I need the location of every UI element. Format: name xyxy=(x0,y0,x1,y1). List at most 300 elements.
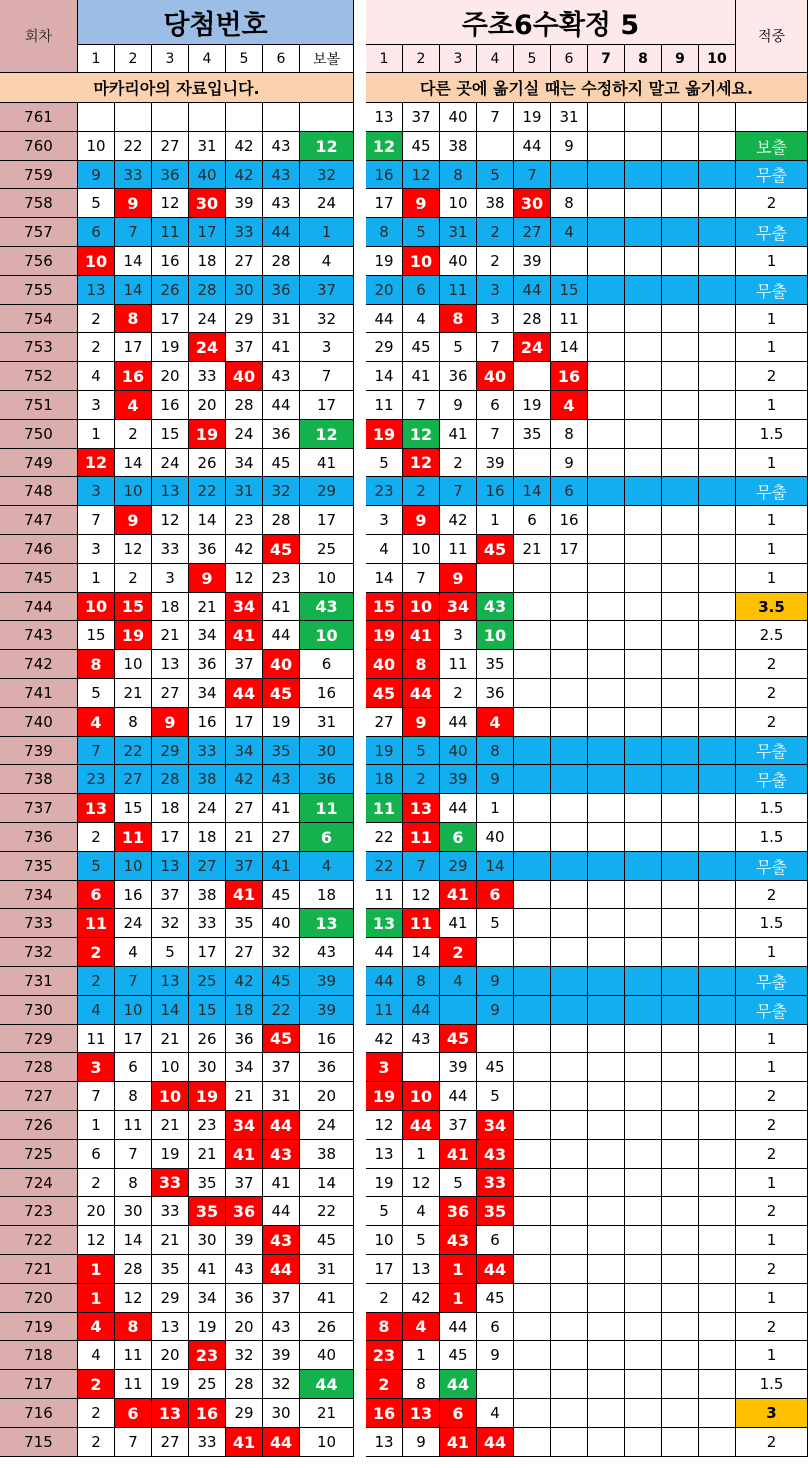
winning-number: 45 xyxy=(263,679,300,708)
predicted-number xyxy=(514,1053,551,1082)
winning-number: 41 xyxy=(226,881,263,909)
winning-number: 16 xyxy=(115,881,152,909)
winning-number: 45 xyxy=(263,881,300,909)
hit-result: 무출 xyxy=(736,737,808,765)
predicted-number: 3 xyxy=(366,506,403,535)
predicted-number xyxy=(699,391,736,420)
winning-number: 37 xyxy=(226,1169,263,1197)
prediction-col-header: 7 xyxy=(588,45,625,73)
winning-number: 2 xyxy=(78,938,115,967)
predicted-number xyxy=(699,449,736,477)
predicted-number: 3 xyxy=(366,1053,403,1082)
predicted-number: 17 xyxy=(551,535,588,564)
predicted-number xyxy=(662,1197,699,1226)
predicted-number xyxy=(625,247,662,276)
hit-result: 1.5 xyxy=(736,909,808,938)
hit-result: 2 xyxy=(736,650,808,679)
predicted-number xyxy=(625,420,662,449)
hit-result: 보출 xyxy=(736,132,808,161)
predicted-number: 6 xyxy=(477,1313,514,1341)
winning-number: 9 xyxy=(189,564,226,593)
predicted-number xyxy=(625,737,662,765)
predicted-number xyxy=(588,449,625,477)
winning-number: 44 xyxy=(263,218,300,247)
predicted-number: 1 xyxy=(440,1284,477,1313)
winning-number: 19 xyxy=(115,621,152,650)
winning-number: 4 xyxy=(115,938,152,967)
predicted-number: 8 xyxy=(403,967,440,996)
predicted-number xyxy=(662,1428,699,1457)
hit-result: 1 xyxy=(736,938,808,967)
winning-number: 3 xyxy=(78,477,115,506)
predicted-number: 12 xyxy=(403,881,440,909)
predicted-number xyxy=(625,506,662,535)
predicted-number: 13 xyxy=(366,1428,403,1457)
predicted-number: 35 xyxy=(477,1197,514,1226)
winning-number: 27 xyxy=(263,823,300,852)
predicted-number xyxy=(662,276,699,305)
predicted-number xyxy=(699,477,736,506)
predicted-number xyxy=(662,1341,699,1370)
predicted-number xyxy=(699,420,736,449)
predicted-number: 9 xyxy=(477,967,514,996)
winning-number: 14 xyxy=(115,449,152,477)
round-number: 729 xyxy=(0,1025,78,1053)
prediction-col-header: 9 xyxy=(662,45,699,73)
winning-number: 29 xyxy=(226,1399,263,1428)
winning-number: 43 xyxy=(263,1313,300,1341)
winning-number: 26 xyxy=(189,1025,226,1053)
predicted-number: 10 xyxy=(440,189,477,218)
predicted-number xyxy=(588,333,625,362)
predicted-number xyxy=(625,881,662,909)
predicted-number: 10 xyxy=(403,1082,440,1111)
winning-number: 1 xyxy=(78,1111,115,1140)
predicted-number: 14 xyxy=(477,852,514,881)
winning-number: 3 xyxy=(78,1053,115,1082)
predicted-number: 1 xyxy=(477,794,514,823)
predicted-number xyxy=(662,362,699,391)
winning-number: 15 xyxy=(152,420,189,449)
predicted-number xyxy=(477,564,514,593)
predicted-number xyxy=(625,621,662,650)
winning-number: 21 xyxy=(152,1226,189,1255)
winning-number: 35 xyxy=(263,737,300,765)
winning-number xyxy=(189,103,226,132)
predicted-number: 2 xyxy=(366,1370,403,1399)
predicted-number: 15 xyxy=(551,276,588,305)
predicted-number: 24 xyxy=(514,333,551,362)
winning-number: 36 xyxy=(152,161,189,189)
predicted-number: 31 xyxy=(440,218,477,247)
predicted-number xyxy=(625,1399,662,1428)
predicted-number xyxy=(699,1140,736,1169)
predicted-number xyxy=(699,1284,736,1313)
predicted-number xyxy=(625,1370,662,1399)
winning-number: 40 xyxy=(263,650,300,679)
winning-number: 16 xyxy=(189,1399,226,1428)
bonus-number: 18 xyxy=(300,881,354,909)
winning-number: 19 xyxy=(152,333,189,362)
bonus-number: 6 xyxy=(300,823,354,852)
winning-number: 24 xyxy=(189,305,226,333)
note-right: 다른 곳에 옮기실 때는 수정하지 말고 옮기세요. xyxy=(366,73,808,103)
predicted-number: 41 xyxy=(440,881,477,909)
predicted-number: 7 xyxy=(440,477,477,506)
round-number: 736 xyxy=(0,823,78,852)
predicted-number: 11 xyxy=(366,881,403,909)
predicted-number: 1 xyxy=(403,1341,440,1370)
predicted-number: 36 xyxy=(440,362,477,391)
winning-number: 22 xyxy=(263,996,300,1025)
winning-number: 2 xyxy=(78,1370,115,1399)
predicted-number xyxy=(699,765,736,794)
predicted-number xyxy=(699,679,736,708)
winning-number: 16 xyxy=(152,391,189,420)
round-number: 720 xyxy=(0,1284,78,1313)
predicted-number: 23 xyxy=(366,477,403,506)
winning-col-header: 보볼 xyxy=(300,45,354,73)
predicted-number xyxy=(625,1284,662,1313)
winning-number: 6 xyxy=(78,218,115,247)
prediction-title: 주초6수확정 5 xyxy=(366,0,736,45)
predicted-number xyxy=(625,1169,662,1197)
predicted-number xyxy=(662,449,699,477)
winning-number: 36 xyxy=(226,1197,263,1226)
winning-number: 28 xyxy=(115,1255,152,1284)
winning-number: 11 xyxy=(152,218,189,247)
winning-number: 36 xyxy=(226,1284,263,1313)
predicted-number: 3 xyxy=(440,621,477,650)
winning-number: 33 xyxy=(189,909,226,938)
winning-number: 44 xyxy=(263,1197,300,1226)
bonus-number: 4 xyxy=(300,852,354,881)
winning-number: 5 xyxy=(78,852,115,881)
winning-number: 45 xyxy=(263,535,300,564)
predicted-number xyxy=(588,1428,625,1457)
winning-number: 7 xyxy=(78,506,115,535)
bonus-number: 11 xyxy=(300,794,354,823)
hit-result: 2 xyxy=(736,1082,808,1111)
bonus-number: 17 xyxy=(300,506,354,535)
winning-number: 15 xyxy=(189,996,226,1025)
predicted-number xyxy=(662,737,699,765)
winning-number: 23 xyxy=(189,1341,226,1370)
predicted-number: 19 xyxy=(366,247,403,276)
hit-result: 1 xyxy=(736,449,808,477)
winning-number: 33 xyxy=(115,161,152,189)
predicted-number: 5 xyxy=(403,737,440,765)
predicted-number: 44 xyxy=(403,1111,440,1140)
predicted-number: 13 xyxy=(366,909,403,938)
winning-number: 11 xyxy=(115,1370,152,1399)
winning-number: 17 xyxy=(189,218,226,247)
predicted-number: 40 xyxy=(440,247,477,276)
predicted-number: 10 xyxy=(366,1226,403,1255)
predicted-number xyxy=(699,1197,736,1226)
predicted-number xyxy=(625,276,662,305)
predicted-number xyxy=(625,708,662,737)
hit-result: 무출 xyxy=(736,765,808,794)
predicted-number: 14 xyxy=(551,333,588,362)
winning-number: 15 xyxy=(115,593,152,621)
winning-number: 16 xyxy=(152,247,189,276)
predicted-number xyxy=(588,1140,625,1169)
hit-result: 무출 xyxy=(736,477,808,506)
winning-number: 27 xyxy=(152,679,189,708)
winning-number: 28 xyxy=(263,247,300,276)
winning-number: 45 xyxy=(263,1025,300,1053)
predicted-number xyxy=(625,1428,662,1457)
predicted-number: 38 xyxy=(477,189,514,218)
winning-number: 10 xyxy=(78,132,115,161)
winning-number: 13 xyxy=(152,852,189,881)
predicted-number: 6 xyxy=(440,823,477,852)
prediction-col-header: 2 xyxy=(403,45,440,73)
predicted-number: 2 xyxy=(440,938,477,967)
predicted-number: 16 xyxy=(477,477,514,506)
predicted-number xyxy=(514,1226,551,1255)
predicted-number xyxy=(662,1284,699,1313)
predicted-number: 15 xyxy=(366,593,403,621)
prediction-col-header: 4 xyxy=(477,45,514,73)
winning-number: 2 xyxy=(78,333,115,362)
predicted-number: 41 xyxy=(440,420,477,449)
predicted-number xyxy=(551,967,588,996)
predicted-number xyxy=(625,967,662,996)
predicted-number: 41 xyxy=(403,362,440,391)
bonus-number: 31 xyxy=(300,708,354,737)
winning-number: 11 xyxy=(115,823,152,852)
predicted-number: 9 xyxy=(551,449,588,477)
round-number: 745 xyxy=(0,564,78,593)
predicted-number: 16 xyxy=(366,1399,403,1428)
winning-number: 26 xyxy=(152,276,189,305)
winning-number: 5 xyxy=(78,189,115,218)
hit-result: 1 xyxy=(736,1169,808,1197)
predicted-number: 5 xyxy=(477,1082,514,1111)
predicted-number xyxy=(588,506,625,535)
predicted-number: 11 xyxy=(403,909,440,938)
winning-number: 43 xyxy=(263,765,300,794)
winning-col-header: 5 xyxy=(226,45,263,73)
predicted-number xyxy=(662,1111,699,1140)
predicted-number xyxy=(514,362,551,391)
predicted-number xyxy=(440,996,477,1025)
predicted-number xyxy=(662,1313,699,1341)
round-number: 730 xyxy=(0,996,78,1025)
predicted-number xyxy=(514,449,551,477)
predicted-number xyxy=(551,737,588,765)
predicted-number xyxy=(699,996,736,1025)
winning-col-header: 4 xyxy=(189,45,226,73)
predicted-number xyxy=(625,218,662,247)
winning-number: 28 xyxy=(226,391,263,420)
winning-number: 10 xyxy=(115,852,152,881)
predicted-number: 16 xyxy=(551,362,588,391)
winning-number: 37 xyxy=(226,650,263,679)
round-number: 716 xyxy=(0,1399,78,1428)
predicted-number xyxy=(662,564,699,593)
winning-number: 19 xyxy=(152,1370,189,1399)
predicted-number xyxy=(588,1284,625,1313)
predicted-number: 40 xyxy=(477,362,514,391)
winning-number: 10 xyxy=(115,996,152,1025)
predicted-number xyxy=(625,1197,662,1226)
predicted-number xyxy=(625,996,662,1025)
predicted-number xyxy=(514,852,551,881)
winning-number: 12 xyxy=(115,1284,152,1313)
predicted-number: 7 xyxy=(403,564,440,593)
winning-number: 13 xyxy=(152,1313,189,1341)
predicted-number xyxy=(551,247,588,276)
winning-number: 7 xyxy=(115,1140,152,1169)
round-number: 723 xyxy=(0,1197,78,1226)
winning-number: 19 xyxy=(189,1313,226,1341)
predicted-number xyxy=(625,765,662,794)
predicted-number xyxy=(625,535,662,564)
hit-result: 2 xyxy=(736,362,808,391)
round-number: 726 xyxy=(0,1111,78,1140)
predicted-number xyxy=(699,333,736,362)
predicted-number: 9 xyxy=(403,189,440,218)
winning-number: 27 xyxy=(189,852,226,881)
predicted-number xyxy=(477,938,514,967)
predicted-number xyxy=(477,132,514,161)
predicted-number xyxy=(551,823,588,852)
predicted-number xyxy=(662,247,699,276)
hit-result: 2 xyxy=(736,1255,808,1284)
predicted-number xyxy=(625,1111,662,1140)
winning-number: 30 xyxy=(189,1226,226,1255)
predicted-number xyxy=(514,708,551,737)
round-number: 734 xyxy=(0,881,78,909)
predicted-number xyxy=(625,305,662,333)
winning-number: 3 xyxy=(78,535,115,564)
winning-number: 36 xyxy=(226,1025,263,1053)
predicted-number xyxy=(625,938,662,967)
winning-number: 29 xyxy=(152,1284,189,1313)
predicted-number xyxy=(551,1255,588,1284)
predicted-number: 4 xyxy=(366,535,403,564)
winning-number: 9 xyxy=(78,161,115,189)
predicted-number xyxy=(699,708,736,737)
predicted-number xyxy=(588,305,625,333)
predicted-number xyxy=(662,1140,699,1169)
winning-number: 8 xyxy=(115,1169,152,1197)
predicted-number: 11 xyxy=(366,391,403,420)
predicted-number: 41 xyxy=(440,1428,477,1457)
predicted-number: 19 xyxy=(366,621,403,650)
predicted-number xyxy=(551,996,588,1025)
predicted-number xyxy=(625,909,662,938)
hit-result: 1.5 xyxy=(736,420,808,449)
prediction-col-header: 10 xyxy=(699,45,736,73)
predicted-number xyxy=(588,1082,625,1111)
winning-number: 34 xyxy=(189,679,226,708)
winning-number: 4 xyxy=(78,996,115,1025)
winning-number: 2 xyxy=(78,1169,115,1197)
predicted-number: 27 xyxy=(514,218,551,247)
predicted-number xyxy=(588,938,625,967)
bonus-number: 45 xyxy=(300,1226,354,1255)
winning-number: 1 xyxy=(78,420,115,449)
predicted-number: 45 xyxy=(477,1284,514,1313)
predicted-number xyxy=(588,564,625,593)
winning-number: 33 xyxy=(152,1197,189,1226)
predicted-number: 9 xyxy=(551,132,588,161)
winning-number: 7 xyxy=(115,967,152,996)
predicted-number: 7 xyxy=(477,420,514,449)
predicted-number xyxy=(662,305,699,333)
predicted-number xyxy=(662,477,699,506)
predicted-number: 10 xyxy=(477,621,514,650)
predicted-number xyxy=(699,506,736,535)
predicted-number: 9 xyxy=(403,1428,440,1457)
winning-number: 3 xyxy=(78,391,115,420)
winning-number: 13 xyxy=(152,1399,189,1428)
predicted-number xyxy=(551,1197,588,1226)
predicted-number xyxy=(588,535,625,564)
predicted-number: 22 xyxy=(366,852,403,881)
bonus-number: 26 xyxy=(300,1313,354,1341)
winning-number: 10 xyxy=(78,247,115,276)
winning-number: 19 xyxy=(189,1082,226,1111)
winning-number: 34 xyxy=(226,737,263,765)
predicted-number xyxy=(588,708,625,737)
bonus-number: 1 xyxy=(300,218,354,247)
predicted-number xyxy=(699,881,736,909)
bonus-number: 3 xyxy=(300,333,354,362)
predicted-number xyxy=(699,276,736,305)
winning-number: 31 xyxy=(189,132,226,161)
predicted-number: 9 xyxy=(440,564,477,593)
predicted-number xyxy=(699,1169,736,1197)
winning-number: 8 xyxy=(115,1082,152,1111)
winning-number: 27 xyxy=(115,765,152,794)
predicted-number: 13 xyxy=(403,1255,440,1284)
predicted-number xyxy=(551,852,588,881)
predicted-number: 45 xyxy=(366,679,403,708)
bonus-number: 44 xyxy=(300,1370,354,1399)
winning-number: 4 xyxy=(78,362,115,391)
winning-number: 23 xyxy=(226,506,263,535)
winning-number: 4 xyxy=(78,1341,115,1370)
bonus-number xyxy=(300,103,354,132)
hit-result: 2 xyxy=(736,1111,808,1140)
winning-number: 32 xyxy=(263,477,300,506)
winning-number: 35 xyxy=(152,1255,189,1284)
winning-number: 27 xyxy=(226,794,263,823)
predicted-number: 45 xyxy=(440,1341,477,1370)
predicted-number xyxy=(625,852,662,881)
predicted-number: 6 xyxy=(403,276,440,305)
winning-number: 37 xyxy=(226,333,263,362)
bonus-number: 12 xyxy=(300,420,354,449)
predicted-number xyxy=(588,996,625,1025)
hit-result: 무출 xyxy=(736,852,808,881)
predicted-number: 29 xyxy=(366,333,403,362)
predicted-number: 4 xyxy=(551,218,588,247)
predicted-number: 44 xyxy=(440,1082,477,1111)
predicted-number: 40 xyxy=(440,103,477,132)
predicted-number: 4 xyxy=(403,305,440,333)
bonus-number: 25 xyxy=(300,535,354,564)
predicted-number xyxy=(514,1025,551,1053)
predicted-number xyxy=(514,1428,551,1457)
predicted-number xyxy=(662,794,699,823)
winning-number: 31 xyxy=(263,1082,300,1111)
